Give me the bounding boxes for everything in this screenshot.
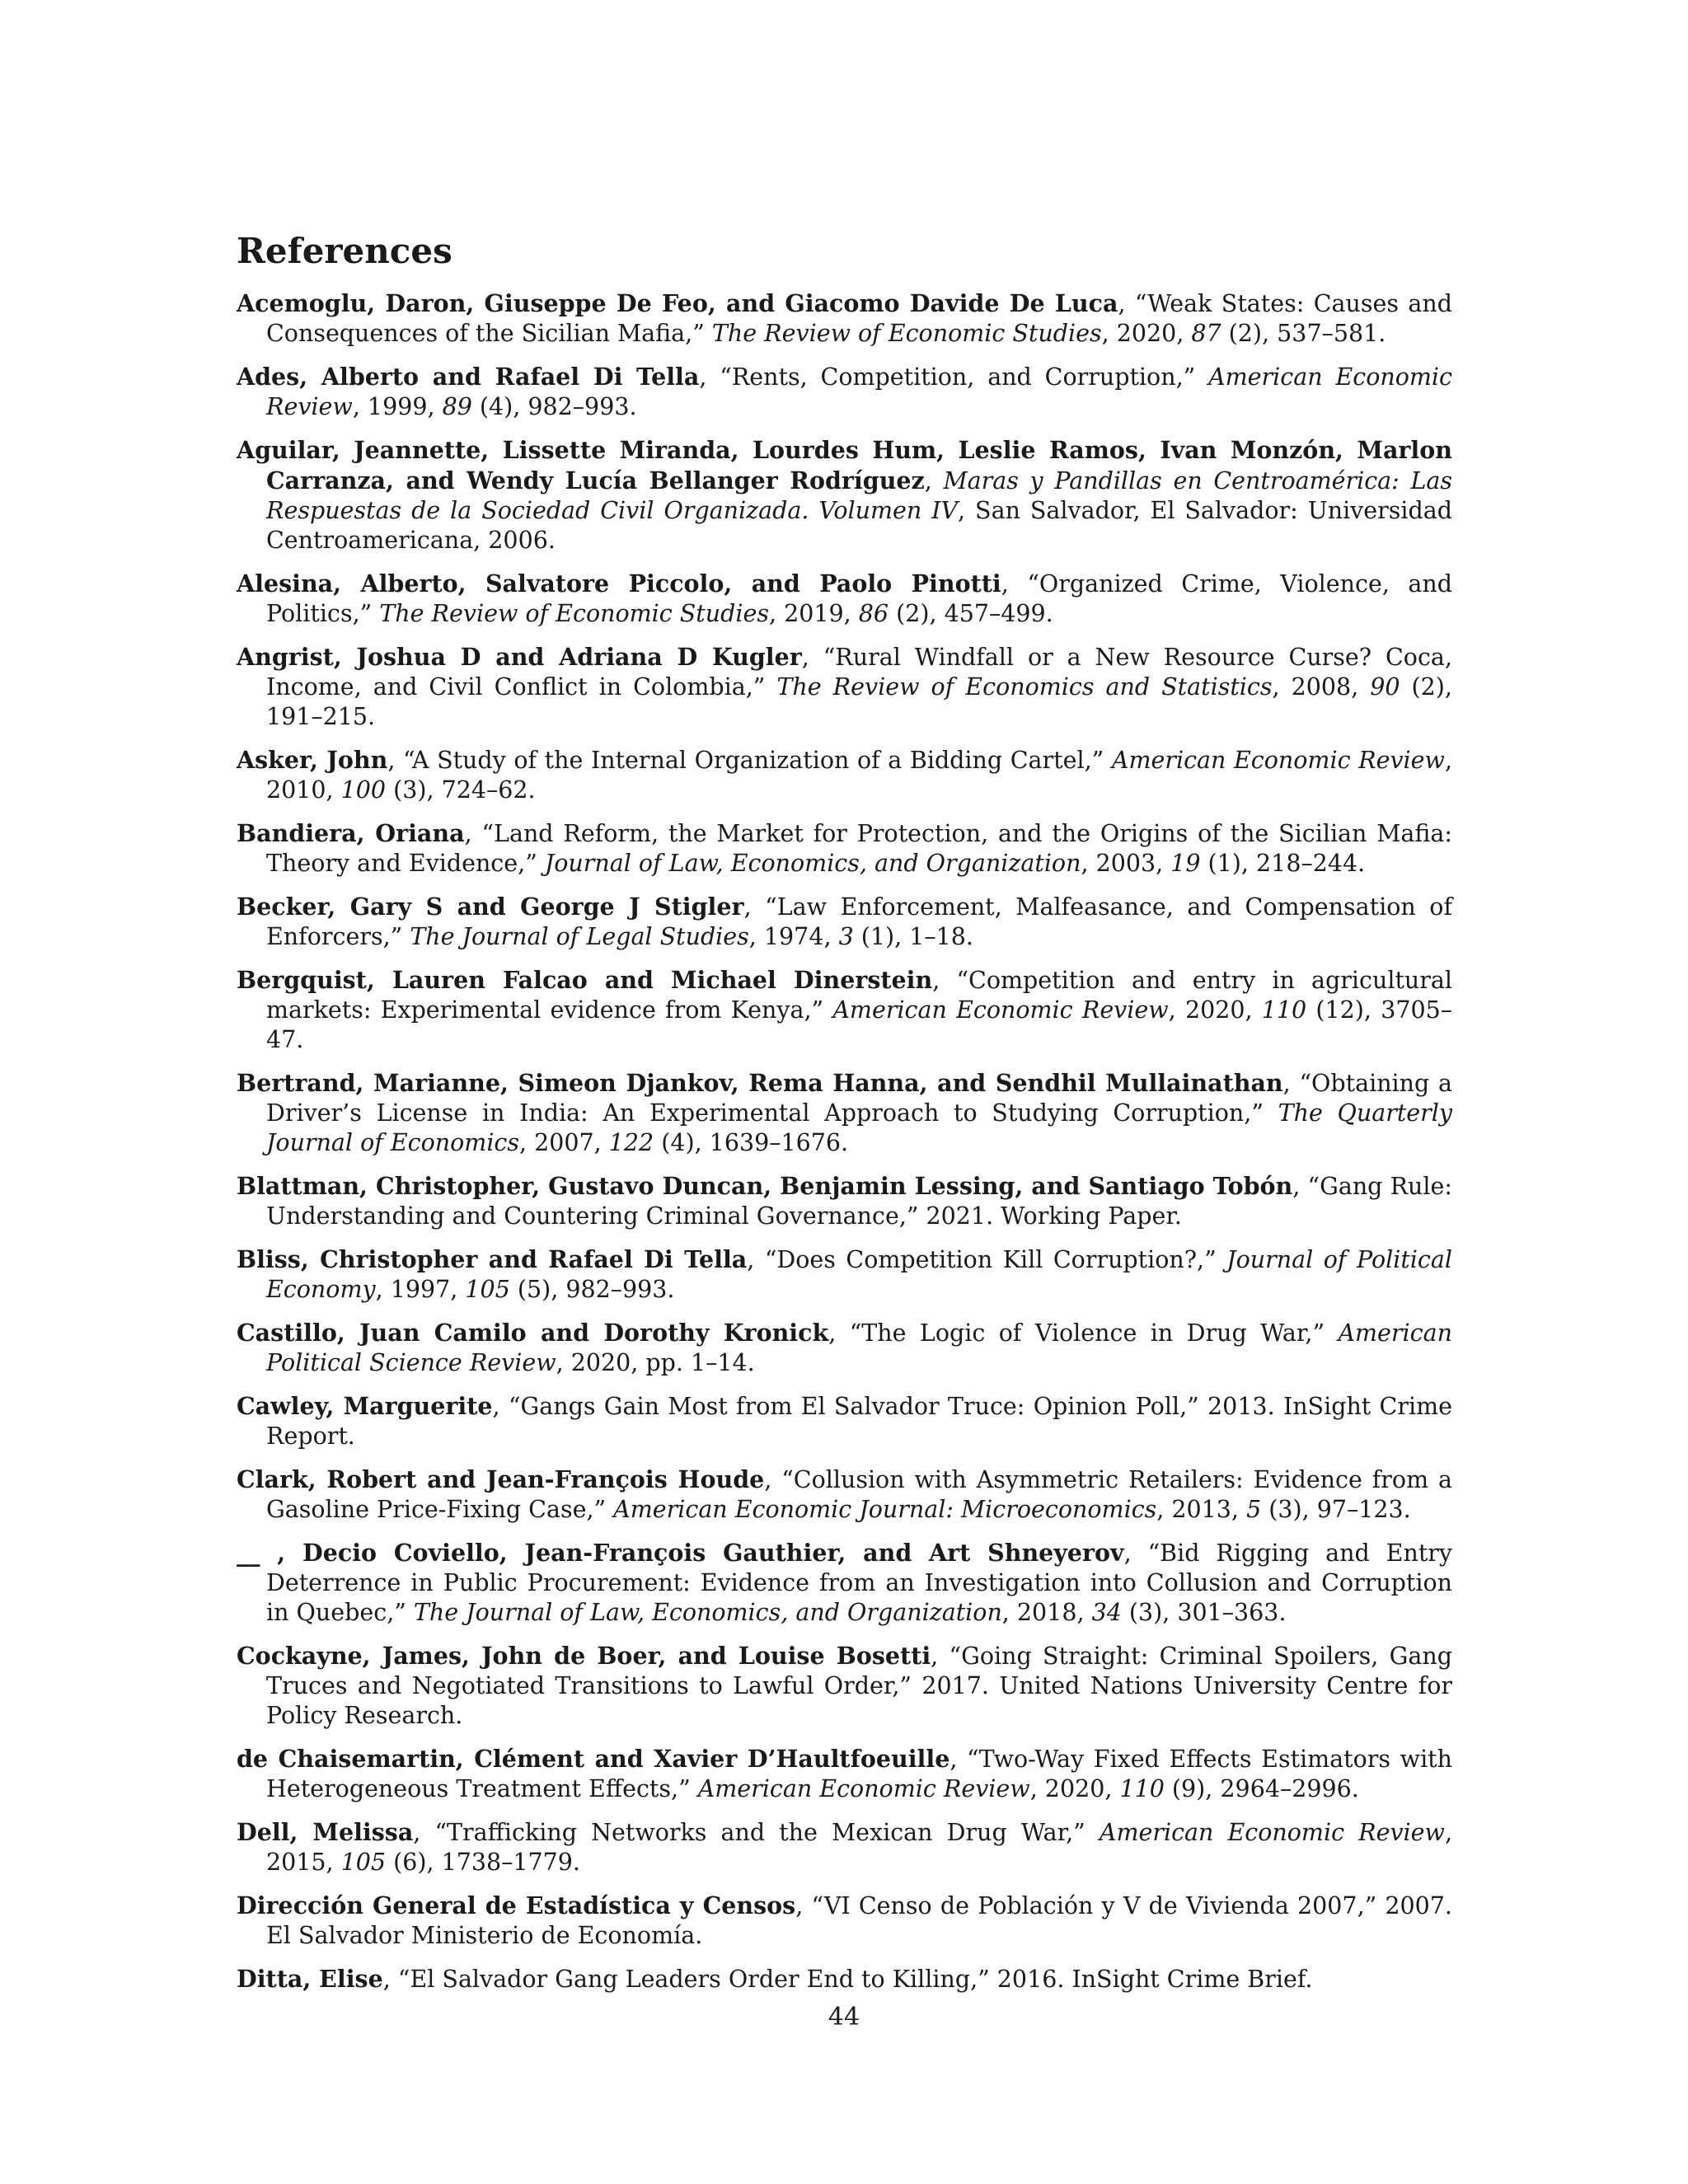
ref-venue: The Review of Economics and Statistics <box>776 673 1273 701</box>
ref-authors: Asker, John <box>237 746 388 775</box>
ref-title: , “Land Reform, the Market for Protection, and the Origins of the Sicilian Mafia: Theory and Evidence,” <box>266 820 1453 878</box>
ref-title: , “Law Enforcement, Malfeasance, and Compensation of Enforcers,” <box>266 893 1452 951</box>
ref-title: , “Trafficking Networks and the Mexican Drug War,” <box>413 1819 1100 1847</box>
ref-pages: (4), 1639–1676. <box>654 1129 849 1157</box>
ref-title: , “A Study of the Internal Organization of a Bidding Cartel,” <box>387 747 1112 775</box>
ref-year: , 1997, <box>375 1276 466 1304</box>
reference-item <box>237 1891 1452 1951</box>
reference-item <box>237 569 1452 629</box>
ref-title: , “VI Censo de Población y V de Vivienda 2007,” 2007. El Salvador Ministerio de Economía. <box>266 1892 1452 1950</box>
ref-year: , 2015, <box>266 1819 1452 1877</box>
ref-volume: 110 <box>1119 1775 1165 1803</box>
section-title: References <box>237 231 452 271</box>
ref-volume: 89 <box>442 393 472 421</box>
ref-venue: American Economic Review <box>832 996 1169 1024</box>
ref-authors: Ades, Alberto and Rafael Di Tella <box>237 363 700 391</box>
ref-title: , “Rents, Competition, and Corruption,” <box>699 363 1209 391</box>
reference-item <box>237 1538 1452 1628</box>
ref-title: , “Organized Crime, Violence, and Politics,” <box>266 570 1453 628</box>
ref-title: , “El Salvador Gang Leaders Order End to Killing,” 2016. InSight Crime Brief. <box>382 1966 1313 1994</box>
ref-year: , 2019, <box>768 600 859 628</box>
ref-volume: 5 <box>1246 1496 1262 1524</box>
ref-volume: 105 <box>340 1849 387 1877</box>
ref-title: , “Competition and entry in agricultural markets: Experimental evidence from Kenya,” <box>266 967 1452 1024</box>
ref-venue: American Economic Review <box>1111 747 1445 775</box>
page-number: 44 <box>828 2003 860 2032</box>
reference-item <box>237 362 1452 422</box>
ref-volume: 34 <box>1091 1599 1122 1627</box>
ref-venue: American Economic Review <box>697 1775 1030 1803</box>
reference-item <box>237 1641 1452 1731</box>
reference-item <box>237 1465 1452 1525</box>
ref-volume: 86 <box>858 600 889 628</box>
ref-authors: Becker, Gary S and George J Stigler <box>237 893 744 921</box>
ref-title: , “The Logic of Violence in Drug War,” <box>828 1319 1339 1347</box>
ref-pages: (3), 97–123. <box>1261 1496 1411 1524</box>
reference-item <box>237 288 1452 349</box>
ref-venue: The Review of Economic Studies <box>379 600 769 628</box>
ref-title: , “Bid Rigging and Entry Deterrence in Public Procurement: Evidence from an Investigation into Collusion and Corruption in Quebec,” <box>266 1540 1453 1627</box>
ref-year: , 2020, <box>1168 996 1262 1024</box>
reference-item <box>237 1744 1452 1804</box>
ref-venue: Journal of Law, Economics, and Organization <box>544 850 1081 878</box>
ref-authors: Blattman, Christopher, Gustavo Duncan, Benjamin Lessing, and Santiago Tobón <box>237 1172 1293 1201</box>
ref-pages: (2), 537–581. <box>1221 320 1386 348</box>
reference-item <box>237 1244 1452 1305</box>
ref-year: , 2020, pp. 1–14. <box>556 1349 755 1377</box>
ref-authors: Bergquist, Lauren Falcao and Michael Dinerstein <box>237 966 933 995</box>
ref-venue: The Journal of Legal Studies <box>410 923 749 951</box>
reference-item <box>237 1391 1452 1451</box>
ref-authors: Clark, Robert and Jean-François Houde <box>237 1465 765 1494</box>
ref-pages: (2), 191–215. <box>266 673 1452 731</box>
references-page <box>237 231 1452 2008</box>
ref-authors: Bliss, Christopher and Rafael Di Tella <box>237 1245 748 1274</box>
ref-title: , <box>924 467 944 495</box>
ref-volume: 19 <box>1170 850 1201 878</box>
ref-pages: (6), 1738–1779. <box>386 1849 580 1877</box>
reference-item <box>237 642 1452 732</box>
ref-year: , 2003, <box>1081 850 1171 878</box>
ref-authors: Acemoglu, Daron, Giuseppe De Feo, and Giacomo Davide De Luca <box>237 289 1118 318</box>
ref-pages: (2), 457–499. <box>889 600 1053 628</box>
ref-venue: The Journal of Law, Economics, and Organization <box>413 1599 1002 1627</box>
ref-title: , “Weak States: Causes and Consequences of the Sicilian Mafia,” <box>266 290 1452 348</box>
reference-item <box>237 1964 1452 1994</box>
ref-year: , 1999, <box>352 393 443 421</box>
ref-pages: (9), 2964–2996. <box>1164 1775 1359 1803</box>
ref-venue: American Economic Review <box>1099 1819 1445 1847</box>
ref-authors: Alesina, Alberto, Salvatore Piccolo, and Paolo Pinotti <box>237 569 1001 598</box>
ref-authors: Aguilar, Jeannette, Lissette Miranda, Lourdes Hum, Leslie Ramos, Ivan Monzón, Marlon Carranza, and Wendy Lucía Bellanger Rodríguez <box>237 436 1452 495</box>
ref-title: , “Does Competition Kill Corruption?,” <box>747 1246 1227 1274</box>
ref-year: , 2010, <box>266 747 1453 804</box>
reference-item <box>237 1068 1452 1158</box>
ref-venue: The Quarterly Journal of Economics <box>266 1099 1452 1157</box>
ref-pages: (3), 724–62. <box>386 776 536 804</box>
ref-year: , 2007, <box>519 1129 609 1157</box>
ref-title: , “Gangs Gain Most from El Salvador Truce: Opinion Poll,” 2013. InSight Crime Report. <box>266 1393 1452 1451</box>
ref-authors: Cockayne, James, John de Boer, and Louise Bosetti <box>237 1642 931 1671</box>
ref-authors: Dell, Melissa <box>237 1818 414 1847</box>
reference-item <box>237 892 1452 952</box>
reference-item <box>237 435 1452 555</box>
ref-authors: de Chaisemartin, Clément and Xavier D’Haultfoeuille <box>237 1745 950 1774</box>
ref-venue: American Political Science Review <box>266 1319 1452 1377</box>
ref-venue: The Review of Economic Studies <box>711 320 1102 348</box>
ref-title: , “Collusion with Asymmetric Retailers: Evidence from a Gasoline Price-Fixing Case,” <box>266 1466 1452 1524</box>
ref-venue: Journal of Political Economy <box>266 1246 1452 1304</box>
ref-volume: 110 <box>1261 996 1307 1024</box>
reference-item <box>237 965 1452 1055</box>
ref-title: , “Obtaining a Driver’s License in India: An Experimental Approach to Studying Corruption,” <box>266 1070 1452 1127</box>
reference-list <box>237 288 1452 1994</box>
ref-year: , 2018, <box>1001 1599 1092 1627</box>
ref-year: , 2013, <box>1156 1496 1247 1524</box>
ref-authors: Ditta, Elise <box>237 1965 383 1994</box>
ref-authors: Dirección General de Estadística y Censos <box>237 1891 796 1920</box>
ref-venue: American Economic Journal: Microeconomics <box>613 1496 1157 1524</box>
reference-item <box>237 1817 1452 1877</box>
ref-year: , 2020, <box>1029 1775 1120 1803</box>
ref-title: , “Two-Way Fixed Effects Estimators with Heterogeneous Treatment Effects,” <box>266 1746 1452 1803</box>
ref-volume: 90 <box>1370 673 1400 701</box>
ref-year: , San Salvador, El Salvador: Universidad Centroamericana, 2006. <box>266 497 1452 555</box>
ref-pages: (1), 218–244. <box>1200 850 1366 878</box>
ref-volume: 105 <box>465 1276 510 1304</box>
ref-authors: Bertrand, Marianne, Simeon Djankov, Rema Hanna, and Sendhil Mullainathan <box>237 1069 1283 1098</box>
ref-authors: Angrist, Joshua D and Adriana D Kugler <box>237 643 802 672</box>
ref-pages: (12), 3705–47. <box>266 996 1452 1054</box>
ref-year: , 2020, <box>1101 320 1192 348</box>
ref-volume: 3 <box>838 923 854 951</box>
ref-venue: American Economic Review <box>266 363 1453 421</box>
ref-volume: 87 <box>1191 320 1221 348</box>
reference-item <box>237 1171 1452 1231</box>
ref-title: , “Gang Rule: Understanding and Countering Criminal Governance,” 2021. Working Paper. <box>266 1173 1452 1230</box>
ref-authors: Bandiera, Oriana <box>237 819 465 848</box>
reference-item <box>237 745 1452 805</box>
ref-authors: Castillo, Juan Camilo and Dorothy Kronick <box>237 1319 829 1347</box>
ref-volume: 100 <box>340 776 387 804</box>
reference-item <box>237 818 1452 879</box>
ref-pages: (4), 982–993. <box>471 393 637 421</box>
ref-pages: (1), 1–18. <box>853 923 973 951</box>
ref-venue: Maras y Pandillas en Centroamérica: Las Respuestas de la Sociedad Civil Organizada. Volumen IV <box>266 467 1452 525</box>
ref-year: , 2008, <box>1272 673 1371 701</box>
ref-title: , “Going Straight: Criminal Spoilers, Gang Truces and Negotiated Transitions to Lawful Order,” 2017. United Nations University Centre for Policy Research. <box>266 1643 1453 1730</box>
ref-authors: Cawley, Marguerite <box>237 1392 493 1421</box>
ref-title: , “Rural Windfall or a New Resource Curse? Coca, Income, and Civil Conflict in Colombia,” <box>266 644 1452 701</box>
ref-pages: (3), 301–363. <box>1121 1599 1287 1627</box>
reference-item <box>237 1318 1452 1378</box>
ref-year: , 1974, <box>748 923 839 951</box>
ref-volume: 122 <box>608 1129 654 1157</box>
ref-pages: (5), 982–993. <box>509 1276 675 1304</box>
ref-authors: __ , Decio Coviello, Jean-François Gauthier, and Art Shneyerov <box>237 1539 1124 1568</box>
